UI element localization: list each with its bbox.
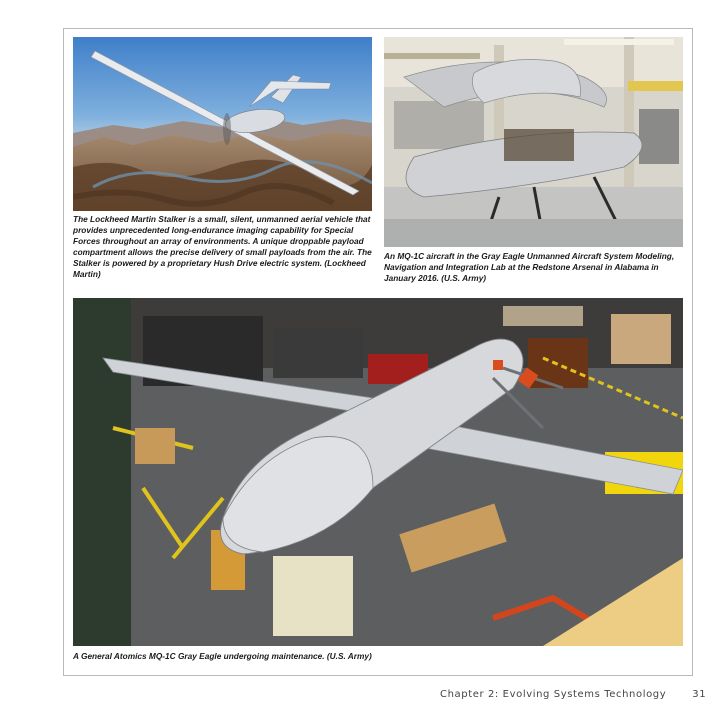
page-number: 31	[692, 689, 707, 700]
chapter-title: Chapter 2: Evolving Systems Technology	[440, 689, 667, 700]
figure-caption-gray-eagle: A General Atomics MQ-1C Gray Eagle undergoing maintenance. (U.S. Army)	[73, 651, 372, 661]
stalker-uav-photo	[73, 37, 372, 211]
mq1c-lab-photo	[384, 37, 683, 247]
figure-caption-mq1c-lab: An MQ-1C aircraft in the Gray Eagle Unmanned Aircraft System Modeling, Navigation and Integration Lab at the Redstone Arsenal in Alabama in January 2016. (U.S. Army)	[384, 251, 675, 283]
page-footer	[440, 689, 706, 700]
figure-caption-stalker: The Lockheed Martin Stalker is a small, silent, unmanned aerial vehicle that provides unprecedented long-endurance imaging capability for Special Forces throughout an array of environments. A unique droppable payload compartment allows the precise delivery of small payloads from the air. The Stalker is powered by a proprietary Hush Drive electric system. (Lockheed Martin)	[73, 214, 372, 279]
gray-eagle-maintenance-photo	[73, 298, 683, 646]
